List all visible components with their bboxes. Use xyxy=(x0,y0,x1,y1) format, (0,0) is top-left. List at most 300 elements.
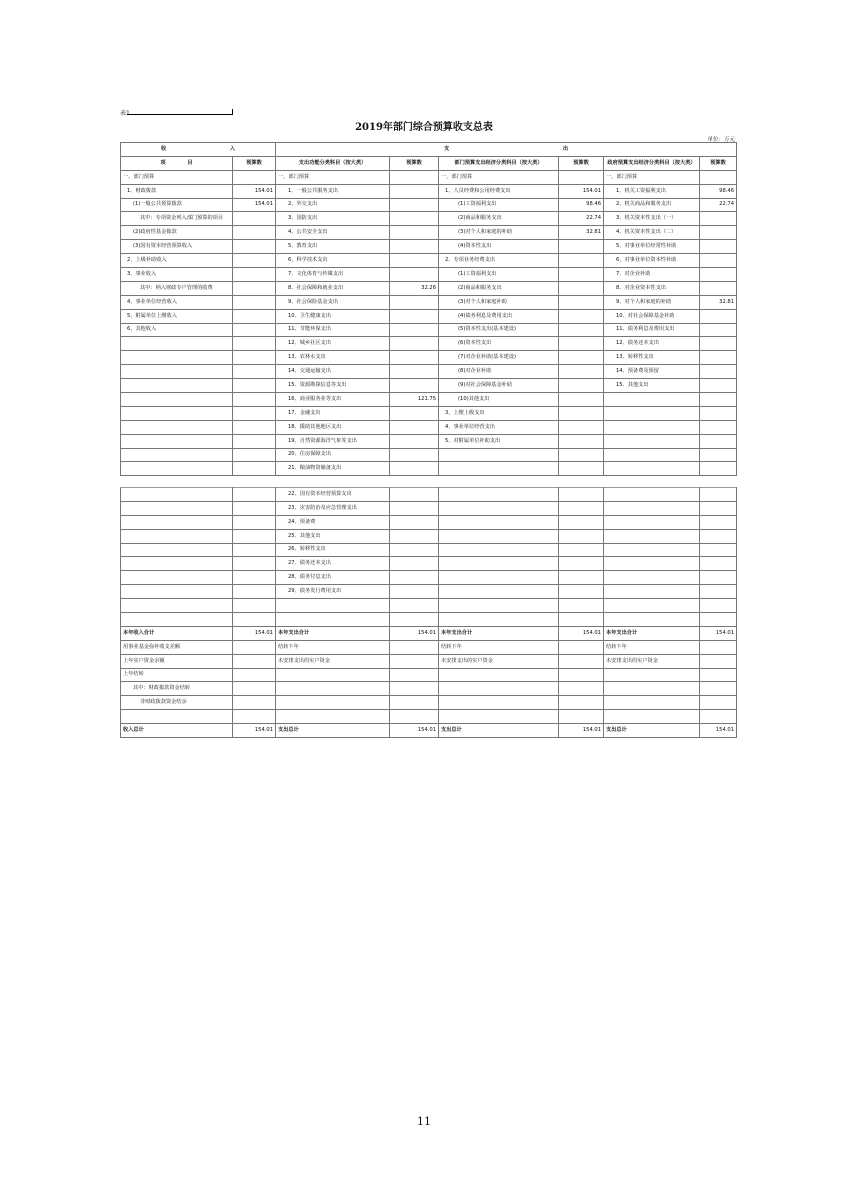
item-cell: (7)对企业补助(基本建设) xyxy=(439,351,559,365)
income-group-header xyxy=(121,143,276,157)
budget-cell xyxy=(700,434,737,448)
item-cell: 16、商业服务业等支出 xyxy=(276,393,390,407)
budget-cell xyxy=(390,696,439,710)
item-cell xyxy=(439,696,559,710)
item-cell xyxy=(276,668,390,682)
budget-cell xyxy=(233,254,276,268)
item-cell xyxy=(121,599,233,613)
item-cell: (9)对社会保障基金补助 xyxy=(439,379,559,393)
item-cell: (3)国有资本经营预算收入 xyxy=(121,240,233,254)
item-cell: (2)商品和服务支出 xyxy=(439,281,559,295)
budget-cell xyxy=(233,571,276,585)
table-row xyxy=(121,557,737,571)
item-cell: 22、国有资本经营预算支出 xyxy=(276,488,390,502)
item-cell xyxy=(276,613,390,627)
table-row xyxy=(121,515,737,529)
budget-cell xyxy=(559,420,604,434)
item-cell xyxy=(121,462,233,476)
item-cell xyxy=(439,488,559,502)
item-cell xyxy=(121,406,233,420)
item-cell: 4、公共安全支出 xyxy=(276,226,390,240)
item-cell: (3)对个人和家庭的补助 xyxy=(439,226,559,240)
item-cell xyxy=(439,501,559,515)
table-row xyxy=(121,420,737,434)
item-cell xyxy=(604,599,700,613)
item-cell: 一、部门预算 xyxy=(604,170,700,184)
col-func-class: 支出功能分类科目（按大类） xyxy=(276,156,390,170)
item-cell xyxy=(604,571,700,585)
item-cell: (8)对企业补助 xyxy=(439,365,559,379)
table-row xyxy=(121,268,737,282)
item-cell xyxy=(121,337,233,351)
table-row xyxy=(121,654,737,668)
column-header-row xyxy=(121,156,737,170)
item-cell xyxy=(121,393,233,407)
item-cell xyxy=(439,710,559,724)
budget-cell: 98.46 xyxy=(559,198,604,212)
table-row xyxy=(121,710,737,724)
item-cell: 18、援助其他地区支出 xyxy=(276,420,390,434)
budget-cell xyxy=(700,488,737,502)
table-row xyxy=(121,184,737,198)
budget-cell xyxy=(559,654,604,668)
table-row xyxy=(121,337,737,351)
item-cell: 28、债务付息支出 xyxy=(276,571,390,585)
item-cell xyxy=(439,515,559,529)
budget-cell xyxy=(233,393,276,407)
income-group-b: 入 xyxy=(229,145,236,152)
col-budget-2: 预算数 xyxy=(390,156,439,170)
table-row xyxy=(121,448,737,462)
budget-cell xyxy=(700,212,737,226)
budget-cell xyxy=(559,281,604,295)
item-cell: 其中：专项资金列入部门预算的项目 xyxy=(121,212,233,226)
budget-cell xyxy=(390,682,439,696)
item-cell xyxy=(604,420,700,434)
item-cell: 5、附属单位上缴收入 xyxy=(121,309,233,323)
budget-cell xyxy=(700,599,737,613)
item-cell xyxy=(604,434,700,448)
budget-cell xyxy=(233,323,276,337)
budget-cell xyxy=(559,379,604,393)
tag-tick xyxy=(232,109,233,115)
budget-cell: 154.01 xyxy=(233,184,276,198)
budget-cell xyxy=(559,571,604,585)
col-budget-1: 预算数 xyxy=(233,156,276,170)
budget-cell xyxy=(390,351,439,365)
item-cell: 支出总计 xyxy=(604,724,700,738)
budget-cell xyxy=(233,501,276,515)
budget-cell xyxy=(559,448,604,462)
item-cell: 用事业基金弥补收支差额 xyxy=(121,640,233,654)
budget-cell xyxy=(390,501,439,515)
item-cell xyxy=(604,515,700,529)
budget-cell: 22.74 xyxy=(559,212,604,226)
budget-cell xyxy=(559,393,604,407)
budget-cell xyxy=(559,585,604,599)
budget-cell xyxy=(390,571,439,585)
item-cell: 8、对企业资本性支出 xyxy=(604,281,700,295)
item-cell: 4、机关资本性支出（二） xyxy=(604,226,700,240)
table-row xyxy=(121,309,737,323)
item-cell xyxy=(604,710,700,724)
expense-group-b: 出 xyxy=(562,145,569,152)
budget-cell xyxy=(233,515,276,529)
item-cell: 17、金融支出 xyxy=(276,406,390,420)
item-cell: 未安排支出的实户资金 xyxy=(604,654,700,668)
income-group-a: 收 xyxy=(160,145,167,152)
budget-cell xyxy=(233,448,276,462)
budget-cell xyxy=(700,585,737,599)
item-cell: 11、债务利息及费用支出 xyxy=(604,323,700,337)
budget-cell xyxy=(390,448,439,462)
budget-cell xyxy=(559,268,604,282)
budget-cell xyxy=(390,668,439,682)
item-cell xyxy=(439,543,559,557)
item-cell: 结转下年 xyxy=(276,640,390,654)
budget-cell xyxy=(233,295,276,309)
budget-cell xyxy=(233,337,276,351)
tag-underline xyxy=(127,114,233,115)
budget-cell xyxy=(700,240,737,254)
budget-table-part2 xyxy=(120,487,737,738)
page-title: 2019年部门综合预算收支总表 xyxy=(355,122,493,133)
table-row xyxy=(121,682,737,696)
table-row xyxy=(121,351,737,365)
item-cell: 2、机关商品和服务支出 xyxy=(604,198,700,212)
item-cell xyxy=(604,668,700,682)
budget-cell xyxy=(700,254,737,268)
item-cell: 非财政拨款资金结余 xyxy=(121,696,233,710)
budget-cell xyxy=(390,268,439,282)
item-cell: 11、节能环保支出 xyxy=(276,323,390,337)
budget-cell xyxy=(559,515,604,529)
item-cell: 23、灾害防治及应急管理支出 xyxy=(276,501,390,515)
budget-cell xyxy=(233,281,276,295)
item-cell: 20、住房保障支出 xyxy=(276,448,390,462)
budget-cell xyxy=(233,585,276,599)
item-cell xyxy=(439,682,559,696)
item-cell: 其中：财政拨款资金结转 xyxy=(121,682,233,696)
budget-cell xyxy=(700,351,737,365)
item-cell: 15、资源勘探信息等支出 xyxy=(276,379,390,393)
item-cell xyxy=(604,682,700,696)
budget-cell xyxy=(233,309,276,323)
item-cell: 8、社会保障和就业支出 xyxy=(276,281,390,295)
budget-cell xyxy=(390,640,439,654)
item-cell xyxy=(121,529,233,543)
budget-cell xyxy=(700,281,737,295)
item-cell xyxy=(121,420,233,434)
budget-cell: 32.81 xyxy=(700,295,737,309)
budget-cell xyxy=(233,488,276,502)
budget-cell xyxy=(559,351,604,365)
budget-cell xyxy=(390,212,439,226)
item-cell: 本年收入合计 xyxy=(121,626,233,640)
budget-cell xyxy=(700,696,737,710)
item-cell: 1、一般公共服务支出 xyxy=(276,184,390,198)
budget-cell: 154.01 xyxy=(559,184,604,198)
budget-cell xyxy=(700,393,737,407)
budget-cell xyxy=(233,682,276,696)
budget-cell xyxy=(390,406,439,420)
budget-cell xyxy=(700,571,737,585)
budget-cell xyxy=(233,268,276,282)
item-cell xyxy=(439,613,559,627)
item-cell xyxy=(439,585,559,599)
item-cell: (4)债务利息及费用支出 xyxy=(439,309,559,323)
budget-cell xyxy=(233,420,276,434)
table-row xyxy=(121,599,737,613)
expense-group-a: 支 xyxy=(444,145,450,152)
item-b: 目 xyxy=(187,159,193,166)
item-cell: 29、债务发行费用支出 xyxy=(276,585,390,599)
item-cell xyxy=(439,529,559,543)
budget-cell xyxy=(559,501,604,515)
item-cell xyxy=(604,613,700,627)
item-cell xyxy=(121,557,233,571)
budget-cell xyxy=(700,682,737,696)
item-cell xyxy=(604,696,700,710)
budget-cell xyxy=(233,351,276,365)
budget-cell: 154.01 xyxy=(233,724,276,738)
item-cell: 未安排支出的实户资金 xyxy=(439,654,559,668)
item-cell xyxy=(121,379,233,393)
item-a: 项 xyxy=(160,159,166,166)
budget-cell xyxy=(700,337,737,351)
budget-cell xyxy=(559,309,604,323)
budget-cell xyxy=(233,434,276,448)
item-cell: 5、教育支出 xyxy=(276,240,390,254)
budget-cell xyxy=(700,515,737,529)
budget-cell xyxy=(233,365,276,379)
budget-cell xyxy=(390,184,439,198)
budget-cell xyxy=(559,406,604,420)
item-cell: 收入总计 xyxy=(121,724,233,738)
item-cell: 9、社会保险基金支出 xyxy=(276,295,390,309)
table-row xyxy=(121,281,737,295)
item-cell: 结转下年 xyxy=(439,640,559,654)
budget-cell xyxy=(559,365,604,379)
item-cell xyxy=(604,393,700,407)
item-cell xyxy=(604,557,700,571)
budget-cell: 154.01 xyxy=(390,724,439,738)
item-cell xyxy=(439,668,559,682)
budget-cell xyxy=(390,295,439,309)
item-cell: 2、上级补助收入 xyxy=(121,254,233,268)
budget-cell xyxy=(233,240,276,254)
item-cell xyxy=(604,462,700,476)
item-cell: 13、转移性支出 xyxy=(604,351,700,365)
budget-cell xyxy=(390,365,439,379)
item-cell xyxy=(121,351,233,365)
item-cell: 21、粮油物资储备支出 xyxy=(276,462,390,476)
budget-cell xyxy=(700,654,737,668)
item-cell xyxy=(439,462,559,476)
item-cell xyxy=(276,710,390,724)
budget-cell xyxy=(559,434,604,448)
budget-cell xyxy=(233,640,276,654)
item-cell: 6、科学技术支出 xyxy=(276,254,390,268)
item-cell: 3、事业收入 xyxy=(121,268,233,282)
item-cell: 支出总计 xyxy=(276,724,390,738)
table-row xyxy=(121,295,737,309)
item-cell xyxy=(276,696,390,710)
budget-cell: 154.01 xyxy=(559,724,604,738)
col-budget-4: 预算数 xyxy=(700,156,737,170)
table-row xyxy=(121,365,737,379)
budget-cell xyxy=(700,640,737,654)
budget-cell xyxy=(700,420,737,434)
item-cell: 未安排支出的实户资金 xyxy=(276,654,390,668)
table-row xyxy=(121,585,737,599)
budget-cell xyxy=(390,309,439,323)
budget-cell xyxy=(700,268,737,282)
budget-cell xyxy=(390,599,439,613)
item-cell: (4)资本性支出 xyxy=(439,240,559,254)
item-cell: 7、对企业补助 xyxy=(604,268,700,282)
budget-cell xyxy=(700,613,737,627)
item-cell: 24、预备费 xyxy=(276,515,390,529)
table-row xyxy=(121,668,737,682)
col-item xyxy=(121,156,233,170)
item-cell: 1、财政拨款 xyxy=(121,184,233,198)
budget-cell xyxy=(559,254,604,268)
item-cell: 一、部门预算 xyxy=(121,170,233,184)
item-cell: 4、事业单位经营支出 xyxy=(439,420,559,434)
table-row xyxy=(121,393,737,407)
budget-cell: 98.46 xyxy=(700,184,737,198)
table-row xyxy=(121,323,737,337)
budget-cell xyxy=(700,170,737,184)
budget-cell xyxy=(390,654,439,668)
item-cell xyxy=(604,529,700,543)
item-cell: 9、对个人和家庭的补助 xyxy=(604,295,700,309)
item-cell: 14、交通运输支出 xyxy=(276,365,390,379)
item-cell: 26、转移性支出 xyxy=(276,543,390,557)
budget-cell xyxy=(390,337,439,351)
budget-cell xyxy=(700,379,737,393)
budget-cell xyxy=(559,337,604,351)
item-cell: (3)对个人和家庭补助 xyxy=(439,295,559,309)
col-budget-3: 预算数 xyxy=(559,156,604,170)
table-row xyxy=(121,254,737,268)
budget-cell xyxy=(559,170,604,184)
budget-cell xyxy=(390,170,439,184)
item-cell: 25、其他支出 xyxy=(276,529,390,543)
budget-cell xyxy=(390,420,439,434)
item-cell: 1、人员经费和公用经费支出 xyxy=(439,184,559,198)
expense-group-header xyxy=(276,143,737,157)
table-row xyxy=(121,212,737,226)
item-cell xyxy=(604,488,700,502)
budget-table-part1 xyxy=(120,142,737,476)
budget-cell xyxy=(390,543,439,557)
budget-cell xyxy=(559,640,604,654)
item-cell: 支出总计 xyxy=(439,724,559,738)
budget-cell xyxy=(390,254,439,268)
item-cell xyxy=(121,488,233,502)
table-row xyxy=(121,529,737,543)
item-cell: 本年支出合计 xyxy=(604,626,700,640)
item-cell: (2)政府性基金拨款 xyxy=(121,226,233,240)
item-cell xyxy=(276,599,390,613)
page-number: 11 xyxy=(417,1115,431,1128)
budget-cell xyxy=(700,323,737,337)
table-row xyxy=(121,406,737,420)
item-cell xyxy=(121,710,233,724)
item-cell xyxy=(604,406,700,420)
unit-label: 单位：万元 xyxy=(707,137,735,143)
budget-cell: 154.01 xyxy=(390,626,439,640)
item-cell xyxy=(604,543,700,557)
budget-cell xyxy=(700,462,737,476)
table-row xyxy=(121,462,737,476)
budget-cell xyxy=(390,226,439,240)
item-cell: 其中：纳入财政专户管理的收费 xyxy=(121,281,233,295)
item-cell: 5、对事业单位经常性补助 xyxy=(604,240,700,254)
item-cell xyxy=(121,515,233,529)
col-dept-econ: 部门预算支出经济分类科目（按大类） xyxy=(439,156,559,170)
item-cell xyxy=(439,571,559,585)
budget-cell xyxy=(390,529,439,543)
budget-cell xyxy=(700,668,737,682)
budget-cell: 154.01 xyxy=(700,626,737,640)
item-cell: 3、上缴上级支出 xyxy=(439,406,559,420)
table-row xyxy=(121,488,737,502)
budget-cell xyxy=(559,240,604,254)
item-cell xyxy=(121,571,233,585)
item-cell xyxy=(121,448,233,462)
table-row xyxy=(121,434,737,448)
item-cell: 13、农林水支出 xyxy=(276,351,390,365)
item-cell: (5)资本性支出(基本建设) xyxy=(439,323,559,337)
budget-cell xyxy=(390,585,439,599)
item-cell xyxy=(121,613,233,627)
budget-cell xyxy=(233,212,276,226)
budget-cell xyxy=(390,710,439,724)
budget-cell xyxy=(700,448,737,462)
budget-cell xyxy=(559,613,604,627)
budget-cell xyxy=(559,710,604,724)
budget-cell xyxy=(390,488,439,502)
item-cell: (1)工资福利支出 xyxy=(439,268,559,282)
item-cell: 6、其他收入 xyxy=(121,323,233,337)
item-cell: (6)资本性支出 xyxy=(439,337,559,351)
budget-cell xyxy=(700,309,737,323)
item-cell xyxy=(121,501,233,515)
budget-cell xyxy=(559,295,604,309)
item-cell: 12、债务还本支出 xyxy=(604,337,700,351)
table-row xyxy=(121,501,737,515)
item-cell xyxy=(604,585,700,599)
budget-cell: 154.01 xyxy=(559,626,604,640)
group-header-row xyxy=(121,143,737,157)
budget-cell xyxy=(559,543,604,557)
budget-cell xyxy=(233,654,276,668)
item-cell xyxy=(604,501,700,515)
table-tag: 表1 xyxy=(120,110,130,117)
item-cell xyxy=(604,448,700,462)
budget-cell xyxy=(233,599,276,613)
budget-cell xyxy=(700,406,737,420)
item-cell: 上年实户资金余额 xyxy=(121,654,233,668)
item-cell: (2)商品和服务支出 xyxy=(439,212,559,226)
item-cell: 12、城乡社区支出 xyxy=(276,337,390,351)
item-cell: 10、对社会保障基金补助 xyxy=(604,309,700,323)
budget-cell xyxy=(390,323,439,337)
budget-cell xyxy=(233,226,276,240)
